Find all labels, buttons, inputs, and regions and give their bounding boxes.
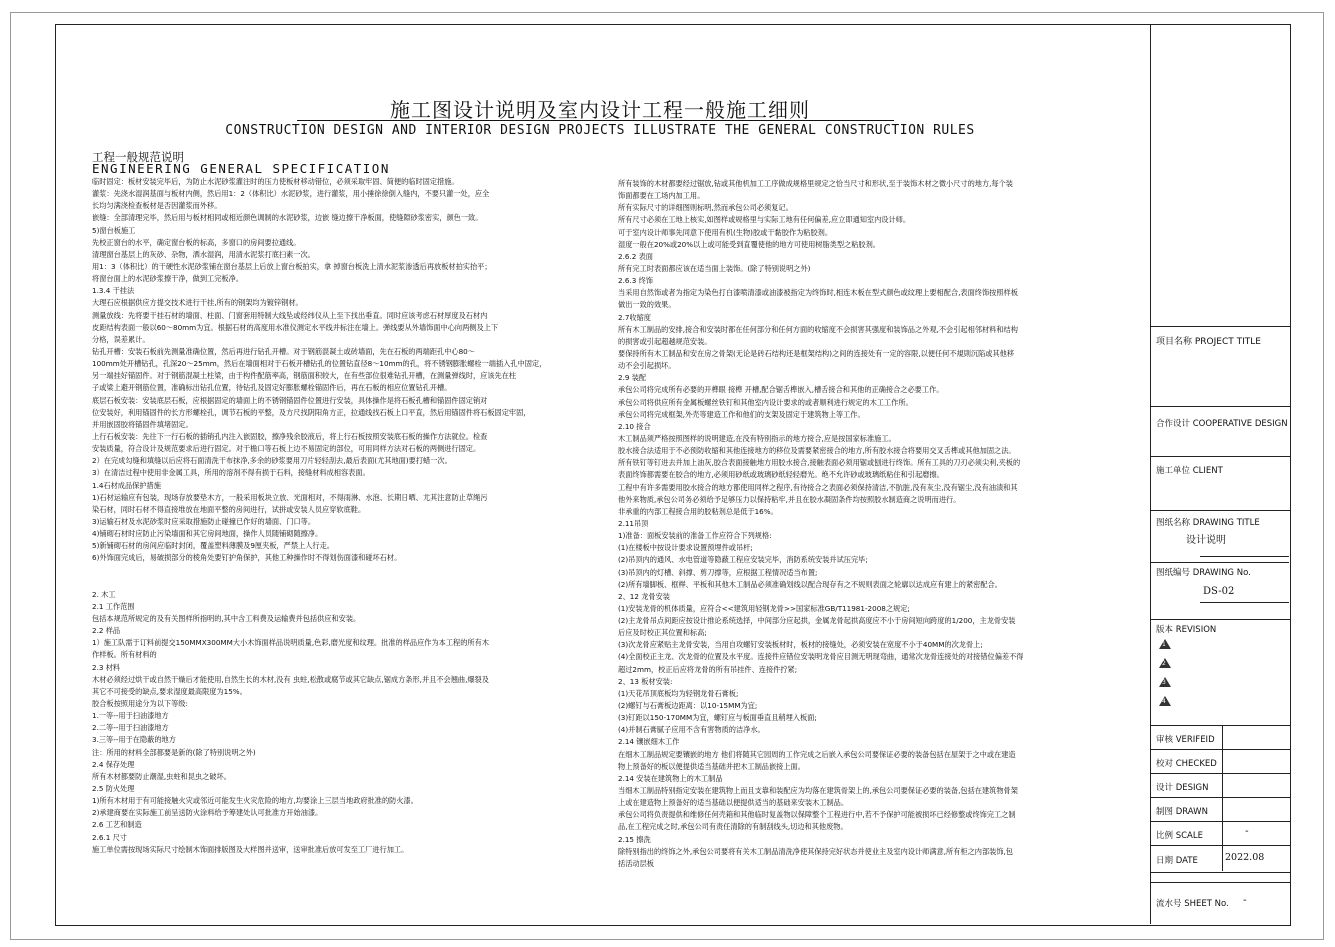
text-line bbox=[92, 565, 592, 577]
drawing-no-divider bbox=[1200, 602, 1289, 603]
text-line bbox=[92, 577, 592, 589]
text-line: 后应及时校正其位置和标高; bbox=[618, 628, 707, 638]
text-line: 所有完工时表面都应该在适当面上装饰。(除了特别说明之外) bbox=[618, 263, 811, 273]
checked-label: 校对 CHECKED bbox=[1156, 759, 1217, 769]
text-line: 1)所有木材用于有可能接触火灾或邻近可能发生火灾危险的地方,均要涂上三层当地政府批准的防火漆。 bbox=[92, 796, 418, 806]
signature-divider bbox=[1222, 725, 1223, 871]
text-line: 2.4 保存处理 bbox=[92, 759, 135, 769]
text-line: 2、12 龙骨安装 bbox=[618, 591, 670, 601]
drawing-no-value: DS-02 bbox=[1203, 586, 1235, 597]
text-line: 当采用自然饰或者为指定为染色打白漆喷清漆或油漆被指定为终饰时,相连木板在型式颜色或纹理上要相配合,表面终饰按照样板 bbox=[618, 288, 1018, 298]
text-line: (1)天花吊顶底板均为轻钢龙骨石膏板; bbox=[618, 688, 739, 698]
text-line: 2.7收缩度 bbox=[618, 312, 651, 322]
text-line: 2.11吊顶 bbox=[618, 518, 649, 528]
text-line: 2.15 擦洗 bbox=[618, 834, 651, 844]
design-label: 设计 DESIGN bbox=[1156, 783, 1209, 793]
text-line: 胶合板按照用途分为以下等级: bbox=[92, 699, 188, 709]
text-line: 胶水接合法适用于不必预防收缩和其他连接地方的移位及需要紧密接合的地方,所有胶水接合将要用交叉舌榫或其他加固之法。 bbox=[618, 446, 1016, 456]
text-line: 5)新铺砌石材的房间应临时封闭，覆盖塑料薄膜及9厘夹板，严禁上人行走。 bbox=[92, 541, 334, 551]
text-line: 的损害或引起超越规范安装。 bbox=[618, 336, 712, 346]
text-line: 底层石板安装：安装底层石板，应根据固定的墙面上的不锈钢锚固件位置进行安装，具体操作是将石板孔槽和锚固件固定销对 bbox=[92, 395, 488, 405]
text-line: 1.一等--用于扫油漆地方 bbox=[92, 711, 169, 721]
revision-3-icon bbox=[1159, 677, 1171, 690]
text-line: 2.二等--用于扫油漆地方 bbox=[92, 723, 169, 733]
text-line: 工程中有许多需要用胶水接合的地方都使用同样之程序,有待接合之表面必须保持清洁,不肮脏,没有灰尘,没有锯尘,没有油渍和其 bbox=[618, 482, 1018, 492]
text-line: 将窗台面上的水泥砂浆擦干净，做到工完板净。 bbox=[92, 274, 243, 284]
text-line: 做出一致的效果。 bbox=[618, 300, 676, 310]
text-line: 2.6.1 尺寸 bbox=[92, 832, 127, 842]
cooperative-design-cell bbox=[1151, 406, 1290, 457]
text-line: 2)承建商要在实际施工前呈送防火涂料给予筹建处认可批准方开始油漆。 bbox=[92, 808, 323, 818]
text-line: 非承重的内部工程接合用的胶粘剂总是低于16%。 bbox=[618, 506, 778, 516]
text-line: 所有铁钉等钉进去并加上油灰,胶合表面接触地方用胶水接合,接触表面必须用锯或刨进行终饰。所有工具的刀刃必须尖利,夹板的 bbox=[618, 458, 1021, 468]
text-line: 1)准备：面板安装前的准备工作应符合下列规格: bbox=[618, 531, 772, 541]
text-line: (2)所有墙脚板、框榉、平板和其他木工制品必须准确划线以配合现存有之不规则表面之轮廓以达成应有建上的紧密配合。 bbox=[618, 579, 1002, 589]
text-line: 位安装好，利用锚固件的长方形螺栓孔，调节石板的平整，及方尺找阴阳角方正，拉通线找石板上口平直，然后用锚固件将石板固定牢固， bbox=[92, 407, 531, 417]
text-line: (3)吊顶内的灯槽、斜撑、剪刀撑等，应根据工程情况适当布置; bbox=[618, 567, 818, 577]
text-line: 临时固定：板材安装完毕后，为防止水泥砂浆灌注时的压力使板材移动错位，必须采取牢固、简便的临时固定措施。 bbox=[92, 177, 459, 186]
text-line: 6)外饰面完成后，易破损部分的棱角处要钉护角保护，其他工种操作时不得划伤面漆和碰坏石材。 bbox=[92, 553, 402, 563]
text-line: 在细木工制品规定要镶嵌的地方 他们将随其它园周的工作完成之后嵌入承包公司要保证必要的装备包括在屋架于之中或在建造 bbox=[618, 749, 1016, 759]
left-text-column bbox=[92, 176, 592, 856]
revision-1-icon bbox=[1159, 639, 1171, 652]
title-underline bbox=[297, 120, 894, 121]
project-title-cell bbox=[1151, 326, 1290, 415]
text-line: 所有木工制品的安排,接合和安装时都在任何部分和任何方面的收缩度不会损害其强度和装饰品之外观,不会引起相邻材料和结构 bbox=[618, 324, 1018, 334]
drawing-title-label: 图纸名称 DRAWING TITLE bbox=[1156, 518, 1260, 528]
date-cell bbox=[1151, 845, 1290, 873]
text-line: 3.三等--用于在隐蔽的地方 bbox=[92, 735, 176, 745]
text-line: 另一端挂好锚固件。对于钢筋混凝土柱梁，由于构件配筋率高，钢筋面积较大，在有些部位很难钻孔开槽，在测量弹线时，应该先在柱 bbox=[92, 371, 517, 381]
design-cell bbox=[1151, 773, 1290, 798]
text-line: 3）在清洁过程中使用非金属工具，所用的溶剂不得有损于石料，接缝材料成相容表面。 bbox=[92, 468, 370, 478]
text-line: 2.6.3 终饰 bbox=[618, 276, 653, 286]
text-line: 大理石应根据供应方提交技术进行干挂,所有的钢架均为镀锌钢材。 bbox=[92, 298, 303, 308]
text-line: 2.14 镶嵌细木工作 bbox=[618, 737, 680, 747]
text-line: 湿度一般在20%或20%以上或可能受到直覆使他的地方可使用树脂类型之粘胶剂。 bbox=[618, 239, 880, 249]
text-line: 2、13 板材安装: bbox=[618, 676, 673, 686]
text-line: 承包公司将供应所有金属板螺丝铁钉和其他室内设计要求的或者顺利进行规定的木工工作所。 bbox=[618, 397, 913, 407]
text-line: (3)钉距以150-170MM为宜，螺钉应与板面垂直且稍埋入板面; bbox=[618, 713, 817, 723]
drawing-no-label: 图纸编号 DRAWING No. bbox=[1156, 568, 1251, 578]
text-line: 2.3 材料 bbox=[92, 662, 121, 672]
main-title-zh: 施工图设计说明及室内设计工程一般施工细则 bbox=[390, 98, 810, 122]
text-line: 测量放线：先将要干挂石材的墙面、柱面、门窗套用特制大线坠或经纬仪从上至下找出垂直。同时应该考虑石材厚度及石材内 bbox=[92, 310, 488, 320]
revision-4-icon bbox=[1159, 696, 1171, 709]
text-line: 品,在工程完成之时,承包公司有责任清除的有制刮线头,切边和其他废物。 bbox=[618, 822, 848, 832]
text-line: 分格，误差累计。 bbox=[92, 334, 150, 344]
text-line: 饰面都要在工场内加工用。 bbox=[618, 191, 705, 201]
text-line: 长均匀满浇检查板材是否因灌浆而外移。 bbox=[92, 201, 222, 211]
text-line: 所有尺寸必须在工地上核实,如图样或规格里与实际工地有任何偏差,应立即通知室内设计师。 bbox=[618, 215, 911, 225]
text-line: 1.4石材成品保护措施 bbox=[92, 480, 161, 490]
right-text-column bbox=[618, 178, 1100, 870]
revision-2-icon bbox=[1159, 658, 1171, 671]
drawing-title-value: 设计说明 bbox=[1186, 535, 1226, 546]
date-label: 日期 DATE bbox=[1156, 856, 1198, 866]
text-line: 皮距结构表面一般以60～80mm为宜。根据石材的高度用水准仪测定水平线并标注在墙上。弹线要从外墙饰面中心向两侧及上下 bbox=[92, 322, 499, 332]
text-line: 2.10 接合 bbox=[618, 421, 651, 431]
revision-number: 1 bbox=[1162, 641, 1166, 648]
title-block bbox=[1150, 24, 1290, 924]
text-line: (2)吊顶内的通风、水电管道等隐蔽工程应安装完毕，消防系统安装并试压完毕; bbox=[618, 555, 868, 565]
text-line: (4)并制石膏腻子应用不含有害物质的洁净水。 bbox=[618, 725, 765, 735]
text-line: 上行石板安装：先往下一行石板的插销孔内注入嵌固胶，擦净残余胶液后，将上行石板按照安装底石板的操作方法就位。检查 bbox=[92, 431, 488, 441]
text-line: 用1：3（体积比）的干硬性水泥砂浆铺在窗台基层上后放上窗台板拍实，拿 掉窗台板洗上清水泥浆渗透后再放板材拍实抬平； bbox=[92, 261, 492, 271]
text-line: 子或梁上避开钢筋位置，准确标出钻孔位置，待钻孔及固定好膨胀螺栓锚固件后，再在石板的相应位置钻孔开槽。 bbox=[92, 383, 452, 393]
scale-value: - bbox=[1245, 826, 1249, 837]
sheet-no-label: 流水号 SHEET No. bbox=[1156, 899, 1229, 909]
text-line: 所有装饰的木材都要经过锯放,钻或其他机加工工序做成规格里规定之恰当尺寸和形状,至于装饰木材之微小尺寸的地方,每个装 bbox=[618, 179, 1013, 188]
text-line: 木材必须经过烘干或自然干燥后才能使用,自然生长的木材,没有 虫蛀,松散或腐节或其它缺点,锯成方条形,并且不会翘曲,爆裂及 bbox=[92, 674, 489, 684]
scale-cell bbox=[1151, 821, 1290, 846]
text-line: 所有实际尺寸的详细图则标明,然而承包公司必须复记。 bbox=[618, 203, 793, 213]
text-line: 表面终饰都需要在胶合的地方,必须用砂纸或玻璃砂纸轻轻磨光。绝不允许砂或玻璃纸粘住和引起磨擦。 bbox=[618, 470, 944, 480]
text-line: (1)安装龙骨的机体质量，应符合<<建筑用轻钢龙骨>>国家标准GB/T11981-2008之规定; bbox=[618, 603, 910, 613]
revision-number: 3 bbox=[1162, 679, 1166, 686]
text-line: 他外来物质,承包公司务必须给予足够压力以保持粘牢,并且在胶水凝固条件均按照胶水制造商之说明而进行。 bbox=[618, 494, 961, 504]
sheet-no-value: - bbox=[1243, 895, 1247, 906]
text-line: 嵌缝：全部清理完毕，然后用与板材相同或相近颜色调制的水泥砂浆，边嵌 缝边擦干净板面，使缝隙砂浆密实，颜色一致。 bbox=[92, 213, 483, 223]
text-line: 2.6.2 表面 bbox=[618, 251, 653, 261]
text-line: 染石材，同时石材不得直接堆放在地面平整的房间进行，试拼或安装人员应穿软底鞋。 bbox=[92, 504, 366, 514]
text-line: 2.5 防火处理 bbox=[92, 784, 135, 794]
section-title-zh: 工程一般规范说明 bbox=[92, 150, 184, 164]
text-line: 要保持所有木工制品和安在房之骨架(无论是砖石结构还是框架结构)之间的连接处有一定的容限,以便任何不規則沉陷或其他移 bbox=[618, 348, 1015, 358]
verified-label: 审核 VERIFEID bbox=[1156, 735, 1215, 745]
text-line: 物上预备好的板以便提供适当基础并把木工制品嵌接上面。 bbox=[618, 761, 805, 771]
text-line: 上或在建造物上预备好的适当基础以便提供适当的基础来安装木工制品。 bbox=[618, 798, 849, 808]
text-line: 100mm处开槽钻孔，孔深20～25mm，然后在墙面相对于石板开槽钻孔的位置钻直径8～10mm的孔，将不锈钢膨胀螺栓一端插入孔中固定， bbox=[92, 359, 547, 369]
verified-cell bbox=[1151, 725, 1290, 750]
text-line: 1.3.4 干挂法 bbox=[92, 286, 135, 296]
text-line: (1)在楼板中按设计要求设置预埋件或吊杆; bbox=[618, 543, 753, 553]
text-line: 2. 木工 bbox=[92, 589, 116, 599]
drawing-title-divider-b bbox=[1150, 562, 1289, 563]
sheet-no-cell bbox=[1151, 882, 1290, 925]
text-line: 承包公司将完成所有必要的开榫眼 接榫 开槽,配合锯舌榫嵌入,槽舌接合和其他的正确接合之必要工作。 bbox=[618, 385, 944, 395]
drawing-no-cell bbox=[1151, 562, 1290, 602]
project-title-label: 项目名称 PROJECT TITLE bbox=[1156, 337, 1261, 347]
text-line: 其它不可接受的缺点,要求湿度最高限度为15%。 bbox=[92, 686, 247, 696]
revision-cell bbox=[1151, 619, 1290, 720]
revision-number: 2 bbox=[1162, 660, 1166, 667]
text-line: 2.2 样品 bbox=[92, 626, 121, 636]
text-line: 2.14 安装在建筑物上的木工制品 bbox=[618, 773, 723, 783]
text-line: 承包公司将负责提供和维修任何壳箱和其他临时复盖物以保障整个工程进行中,若不予保护可能被损坏已经修整或终饰完工之制 bbox=[618, 810, 1016, 820]
section-title-en: ENGINEERING GENERAL SPECIFICATION bbox=[92, 161, 390, 176]
client-cell bbox=[1151, 456, 1290, 507]
text-line: 安装质量，符合设计及规范要求后进行固定。对于檐口等石板上边不易固定的部位，可用同样方法对石板的两侧进行固定。 bbox=[92, 444, 481, 454]
text-line: 注：所用的材料全部都要是新的(除了特别说明之外) bbox=[92, 747, 256, 757]
text-line: 1)石材运输应有包装，现场存放要垫木方，一般采用板块立放、光面相对，不得雨淋、水泡、长期日晒、尤其注意防止草绳污 bbox=[92, 492, 488, 502]
text-line: 超过2mm，校正后应将龙骨的所有吊挂件、连接件拧紧; bbox=[618, 664, 798, 674]
text-line: 当细木工制品特别指定安装在建筑物上而且支靠和装配应为均落在建筑骨架上的,承包公司要保证必要的装备,包括在建筑物骨架 bbox=[618, 786, 1018, 796]
text-line: 先校正窗台的水平，确定窗台板的标高，多窗口的房间要拉通线。 bbox=[92, 237, 301, 247]
scale-label: 比例 SCALE bbox=[1156, 831, 1203, 841]
text-line: (3)次龙骨应紧贴主龙骨安装，当用自攻螺钉安装板材时，板材的接缝处，必须安装在宽度不小于40MM的次龙骨上; bbox=[618, 640, 983, 650]
main-title-en: CONSTRUCTION DESIGN AND INTERIOR DESIGN PROJECTS ILLUSTRATE THE GENERAL CONSTRUCTION RULES bbox=[225, 123, 975, 138]
client-label: 施工单位 CLIENT bbox=[1156, 466, 1223, 476]
drawing-title-divider-a bbox=[1200, 556, 1289, 557]
text-line: 灌浆：先浇水湿润基面与板材内侧，然后用1：2（体积比）水泥砂浆，进行灌浆，用小捶徐徐倒入缝内，不要只灌一处，应全 bbox=[92, 189, 490, 199]
text-line: 3)运输石材及水泥砂浆时应采取措施防止碰撞已作好的墙面、门口等。 bbox=[92, 516, 316, 526]
text-line: 木工制品须严格按照图样的说明建造,在没有特别指示的地方接合,应是按国家标准施工。 bbox=[618, 433, 896, 443]
text-line: 承包公司将完成框架,外壳等建造工作和他们的支架及固定于建筑物上等工作。 bbox=[618, 409, 865, 419]
text-line: 可于室内设计师事先同意下使用有机(生物)胶或干黏胶作为粘胶剂。 bbox=[618, 227, 833, 237]
text-line: 动不会引起损坏。 bbox=[618, 361, 676, 371]
text-line: (2)螺钉与石膏板边距离：以10-15MM为宜; bbox=[618, 701, 758, 711]
drawn-label: 制图 DRAWN bbox=[1156, 807, 1208, 817]
date-value: 2022.08 bbox=[1225, 852, 1265, 863]
text-line: 1）施工队需于订料前提交150MMX300MM大小木饰面样品说明质量,色彩,磨光度和纹理。批准的样品应作为本工程的所有木 bbox=[92, 638, 489, 648]
text-line: (4)全面校正主龙、次龙骨的位置及水平度。连接件应错位安装明龙骨应目测无明现弯曲，通常次龙骨连接处的对接错位偏差不得 bbox=[618, 652, 1024, 662]
text-line: 除特别指出的终饰之外,承包公司要将有关木工制品清洗净使其保持完好状态并使业主及室内设计师满意,所有柜之内部装饰,包 bbox=[618, 846, 1013, 856]
revision-label: 版本 REVISION bbox=[1156, 625, 1217, 635]
text-line: 括活动层板 bbox=[618, 858, 654, 868]
text-line: 4)铺砌石材时应防止污染墙面和其它房间地面，操作人员随铺砌随擦净。 bbox=[92, 529, 323, 539]
text-line: 5)窗台板施工 bbox=[92, 225, 136, 235]
text-line: 2）在完成勾缝和填缝以后应将石面清洗干布抹净,多余的砂浆要用刀片轻轻刮去,最后表面(尤其地面)要打蜡一次。 bbox=[92, 456, 452, 466]
text-line: (2)主龙骨吊点间距应按设计推论系统选择，中间部分应起拱，金属龙骨起拱高度应不小于房间短向跨度的1/200，主龙骨安装 bbox=[618, 616, 1016, 626]
text-line: 包括本规范所规定的及有关图样所指明的,其中含工料费及运输费并包括供应和安装。 bbox=[92, 614, 361, 624]
checked-cell bbox=[1151, 749, 1290, 774]
revision-number: 4 bbox=[1162, 698, 1166, 705]
text-line: 清理窗台基层上的灰砂、杂物，洒水湿润，用清水泥浆打底扫素一次。 bbox=[92, 249, 315, 259]
text-line: 2.6 工艺和制造 bbox=[92, 820, 142, 830]
text-line: 施工单位需按现场实际尺寸绘制木饰面排版图及大样图并送审，送审批准后放可发至工厂进行加工。 bbox=[92, 844, 409, 854]
text-line: 并用嵌固胶将锚固件填堵固定。 bbox=[92, 419, 193, 429]
drawing-title-cell bbox=[1151, 510, 1290, 546]
cooperative-design-label: 合作设计 COOPERATIVE DESIGN bbox=[1156, 419, 1288, 429]
drawn-cell bbox=[1151, 797, 1290, 822]
text-line: 作样板。所有材料的 bbox=[92, 650, 157, 660]
text-line: 钻孔开槽：安装石板前先测量准确位置，然后再进行钻孔开槽。对于钢筋混凝土或砖墙面，先在石板的两端距孔中心80～ bbox=[92, 346, 475, 356]
text-line: 所有木材都要防止潮湿,虫蛀和昆虫之破坏。 bbox=[92, 771, 231, 781]
text-line: 2.1 工作范围 bbox=[92, 601, 135, 611]
text-line: 2.9 装配 bbox=[618, 373, 647, 383]
